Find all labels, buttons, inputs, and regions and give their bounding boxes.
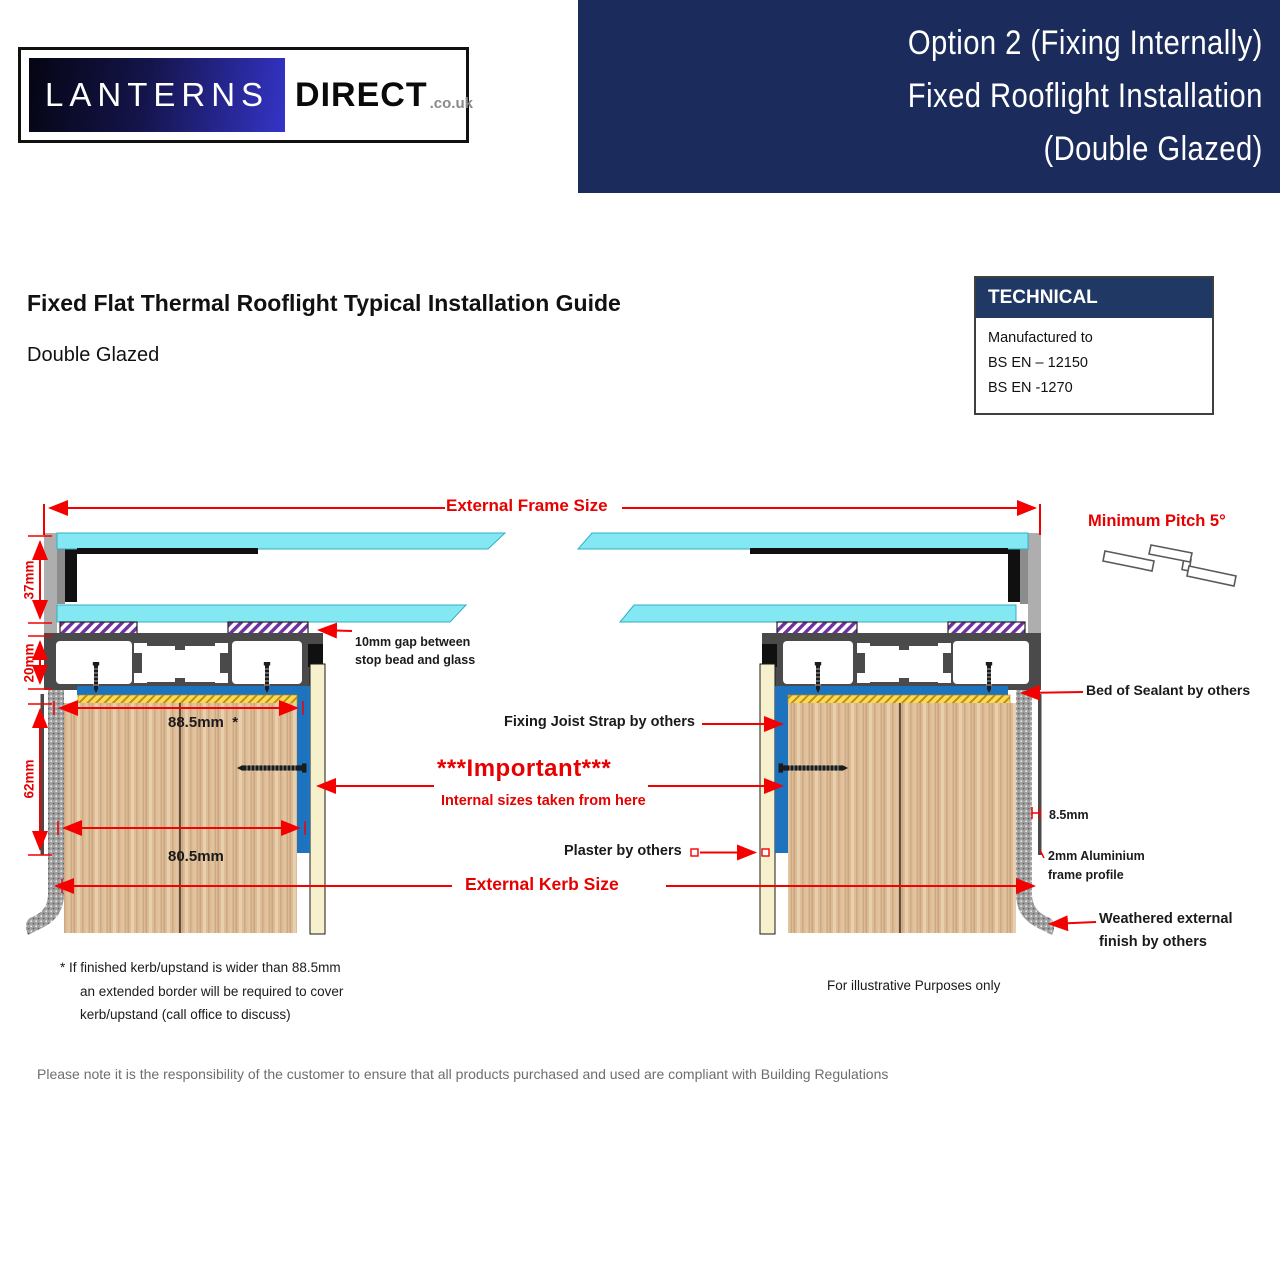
header-line-2: Fixed Rooflight Installation [907, 77, 1263, 116]
bed-of-sealant-label: Bed of Sealant by others [1086, 682, 1251, 698]
weathered-finish-label [1099, 908, 1233, 954]
page-subtitle: Double Glazed [27, 344, 160, 366]
weathered-label-line1: Weathered external [1099, 911, 1233, 927]
external-frame-size-label: External Frame Size [446, 496, 608, 515]
left-section [26, 533, 505, 935]
gap-label-line1: 10mm gap between [355, 635, 471, 649]
weathered-label-line2: finish by others [1099, 934, 1207, 951]
aluminium-profile-label [1048, 847, 1145, 886]
left-glazing-edge-spacer [65, 548, 77, 602]
fixing-joist-label: Fixing Joist Strap by others [504, 714, 695, 730]
right-kerb-timber [788, 703, 1016, 933]
dim-8-5mm: 8.5mm [1049, 808, 1089, 822]
left-bottom-glass-pane [57, 605, 466, 622]
page-title: Fixed Flat Thermal Rooflight Typical Installation Guide [27, 290, 621, 316]
illustrative-note: For illustrative Purposes only [827, 978, 1001, 993]
important-label: ***Important*** [437, 755, 612, 782]
right-plasterboard [760, 664, 775, 934]
logo-text-lanterns: LANTERNS [45, 76, 270, 113]
aluminium-label-line1: 2mm Aluminium [1048, 849, 1145, 863]
compliance-disclaimer: Please note it is the responsibility of the customer to ensure that all products purchased and used are compliant with Building Regulations [37, 1066, 889, 1082]
dim-20mm: 20mm [21, 643, 37, 683]
internal-sizes-label: Internal sizes taken from here [441, 793, 646, 809]
left-top-glass-pane [57, 533, 505, 549]
aluminium-label-line2: frame profile [1048, 868, 1124, 883]
logo-text-direct: DIRECT [295, 75, 428, 114]
right-glazing-edge-spacer [1008, 548, 1020, 602]
gap-label [355, 633, 475, 669]
footnote-line-1: * If finished kerb/upstand is wider than 88.5mm [60, 960, 341, 975]
dim-88-5mm: 88.5mm * [168, 714, 239, 731]
external-kerb-size-label: External Kerb Size [465, 874, 619, 894]
right-bottom-glass-pane [620, 605, 1016, 622]
header-line-1: Option 2 (Fixing Internally) [907, 24, 1263, 63]
right-outer-frame-bar [1028, 533, 1041, 635]
technical-heading: TECHNICAL [976, 278, 1212, 318]
left-sealant-bed [78, 695, 297, 704]
header-line-3: (Double Glazed) [1043, 129, 1263, 168]
plaster-label: Plaster by others [564, 843, 682, 859]
right-igu-spacer-bar [750, 548, 1008, 554]
right-top-glass-pane [578, 533, 1028, 549]
technical-line-3: BS EN -1270 [988, 379, 1073, 396]
minimum-pitch-label: Minimum Pitch 5° [1088, 512, 1226, 530]
technical-line-1: Manufactured to [988, 330, 1093, 346]
dim-37mm: 37mm [21, 560, 37, 600]
gap-label-line2: stop bead and glass [355, 653, 476, 668]
right-sealant-bed [788, 695, 1010, 704]
right-aluminium-skirt [1038, 694, 1042, 855]
technical-line-2: BS EN – 12150 [988, 354, 1088, 371]
dim-62mm: 62mm [21, 759, 37, 799]
left-aluminium-skirt [41, 694, 45, 855]
footnote-line-3: kerb/upstand (call office to discuss) [80, 1007, 291, 1022]
footnote-line-2: an extended border will be required to cover [80, 984, 344, 999]
left-weathered-finish [26, 690, 64, 935]
dim-80-5mm: 80.5mm [168, 848, 224, 865]
left-outer-frame-bar [44, 533, 57, 635]
right-section [578, 533, 1054, 935]
left-igu-spacer-bar [77, 548, 258, 554]
left-plasterboard [310, 664, 325, 934]
logo-text-couk: .co.uk [429, 94, 473, 112]
minimum-pitch-icon [1103, 545, 1236, 586]
